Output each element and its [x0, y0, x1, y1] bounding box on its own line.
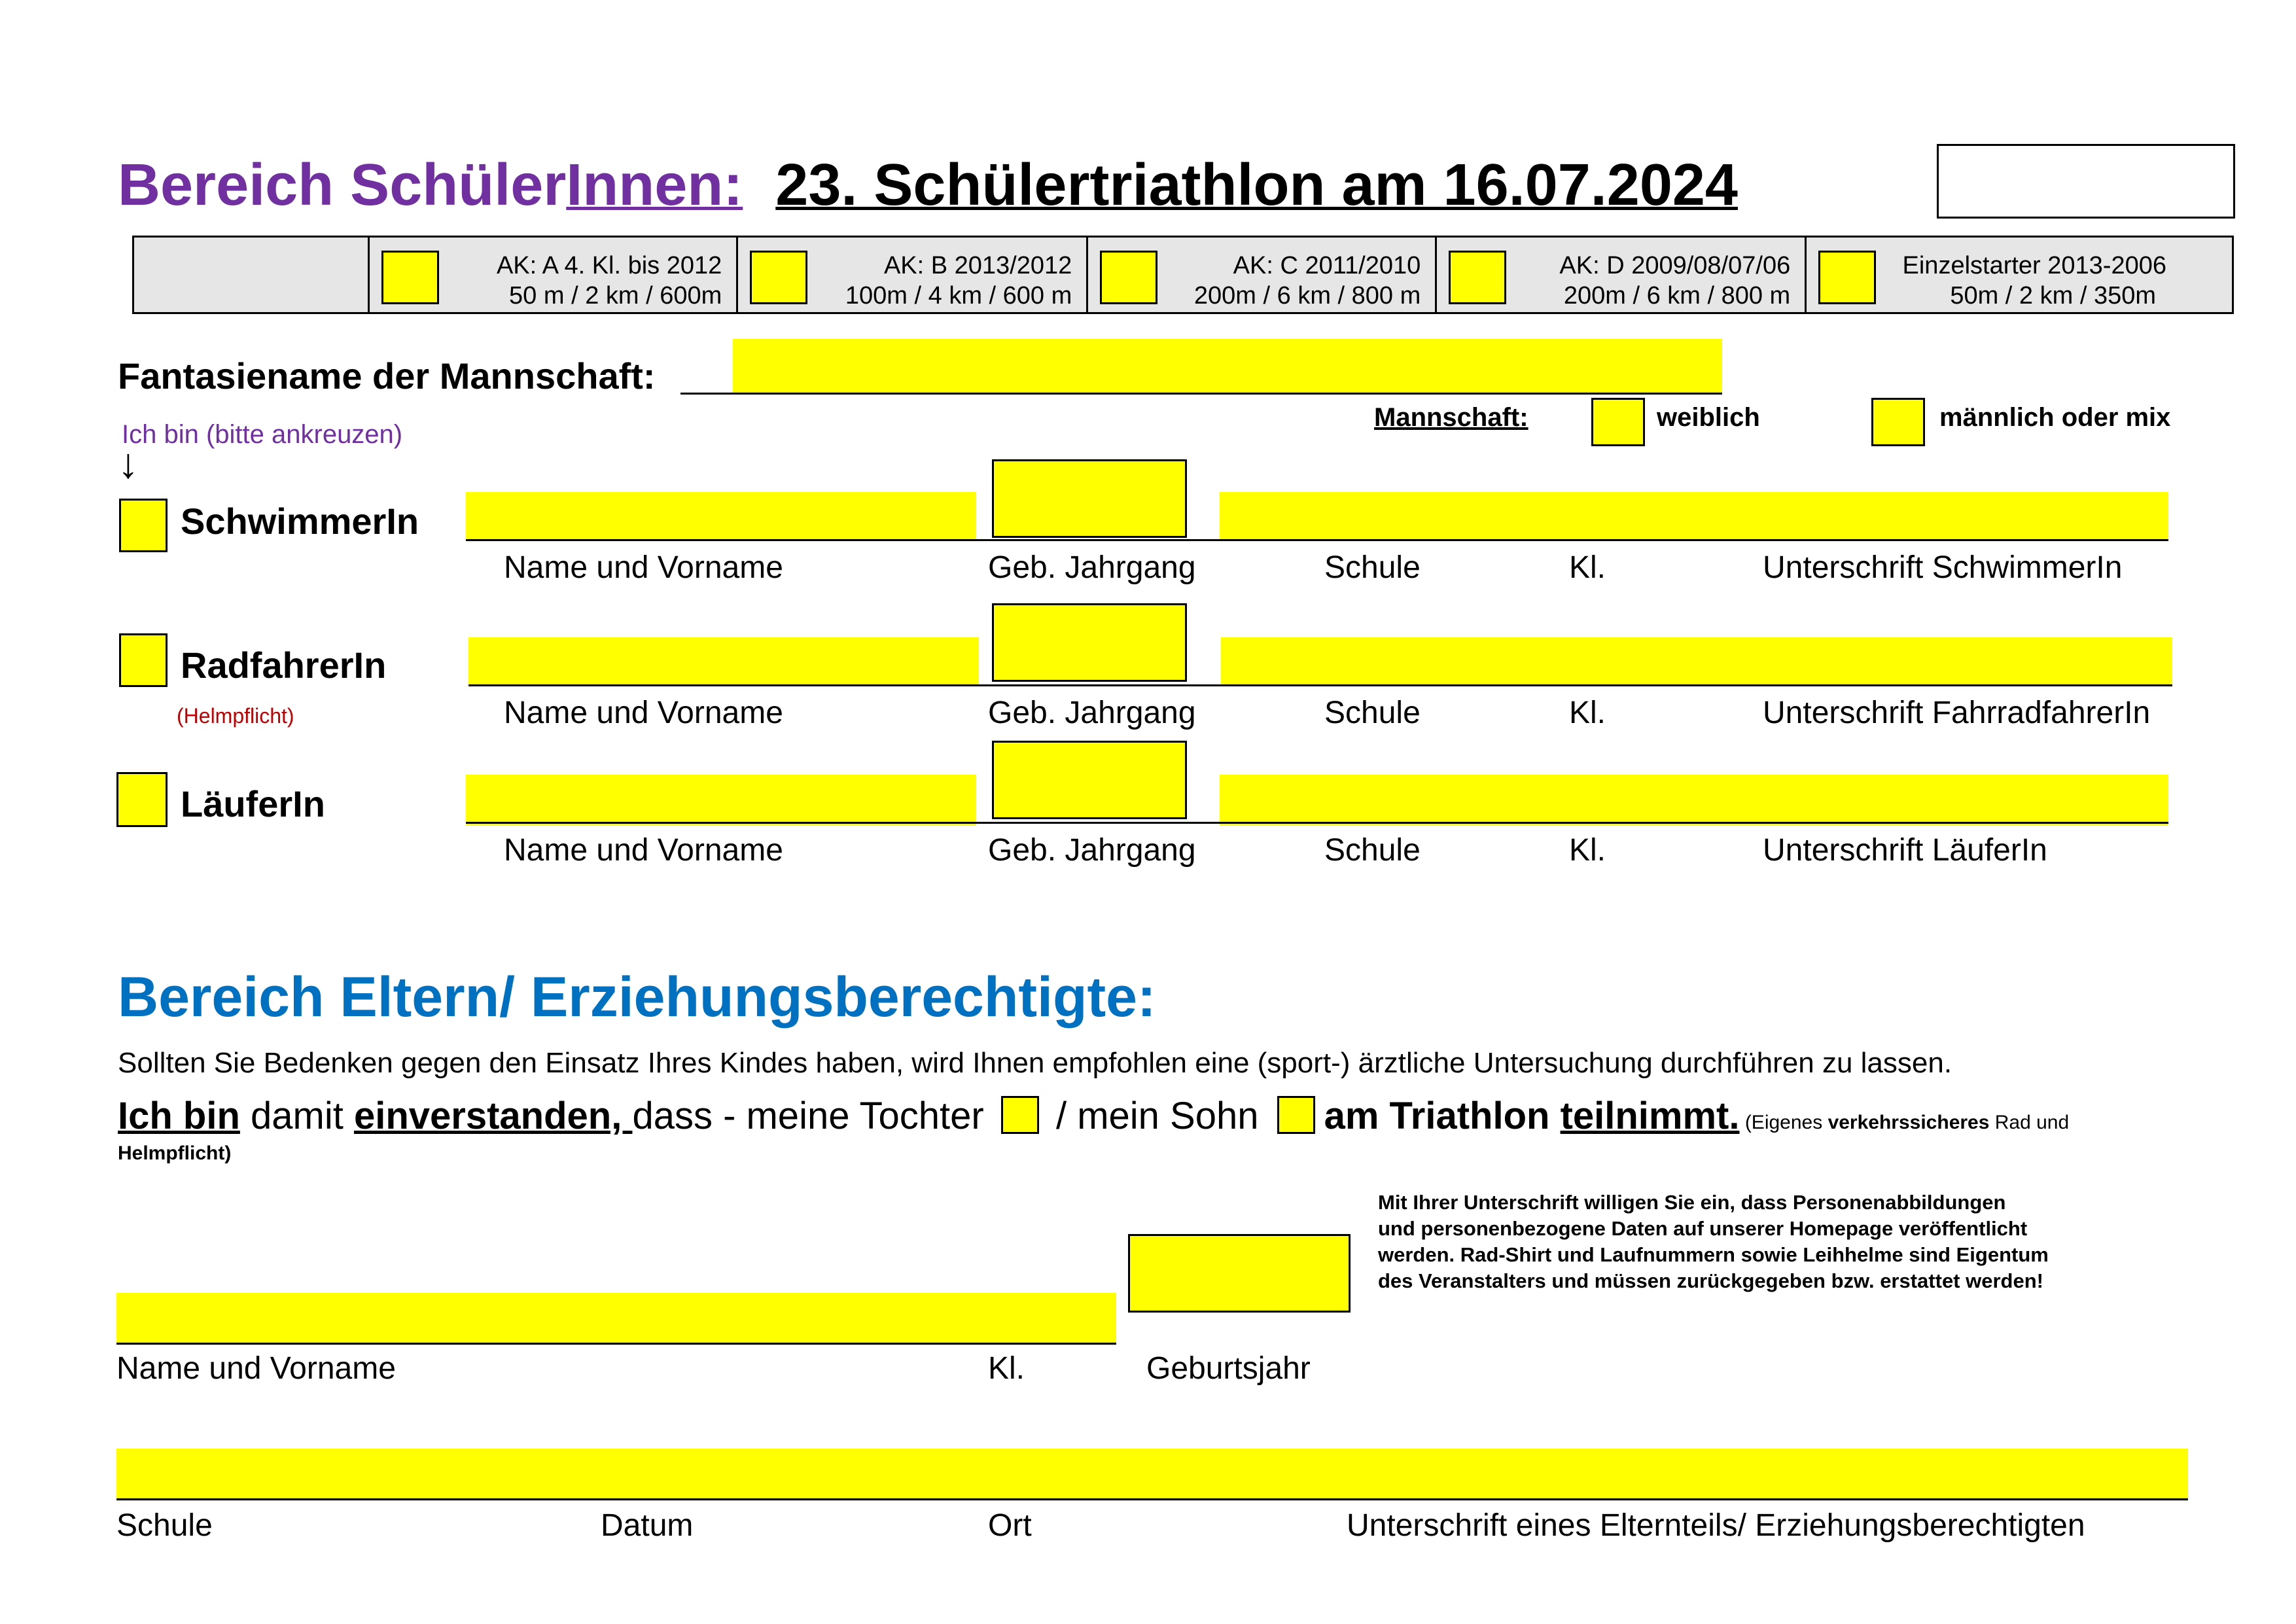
date-caption: Datum — [601, 1508, 694, 1543]
team-female-label: weiblich — [1657, 403, 1760, 432]
runner-class-caption: Kl. — [1569, 833, 1606, 868]
child-class-caption: Kl. — [988, 1351, 1025, 1386]
parent-signature-caption: Unterschrift eines Elternteils/ Erziehungsberechtigten — [1347, 1508, 2085, 1543]
age-class-c — [1086, 238, 1435, 312]
age-class-d — [1435, 238, 1805, 312]
consent-text-1: damit — [239, 1095, 354, 1137]
cyclist-name-caption: Name und Vorname — [504, 696, 783, 730]
place-caption: Ort — [988, 1508, 1032, 1543]
age-class-single-title: Einzelstarter 2013-2006 — [1902, 252, 2166, 279]
swimmer-school-caption: Schule — [1324, 550, 1421, 585]
age-class-a-title: AK: A 4. Kl. bis 2012 — [496, 252, 722, 279]
privacy-notice-line: und personenbezogene Daten auf unserer Homepage veröffentlicht — [1378, 1217, 2028, 1240]
consent-i-am: Ich bin — [118, 1095, 240, 1137]
age-class-b-distances: 100m / 4 km / 600 m — [845, 282, 1072, 309]
parent-signature-underline — [116, 1498, 2188, 1500]
privacy-notice-line: werden. Rad-Shirt und Laufnummern sowie Leihhelme sind Eigentum — [1378, 1243, 2049, 1266]
age-class-d-title: AK: D 2009/08/07/06 — [1559, 252, 1791, 279]
consent-triathlon: am Triathlon — [1324, 1095, 1561, 1137]
cyclist-school-caption: Schule — [1324, 696, 1421, 730]
cyclist-class-caption: Kl. — [1569, 696, 1606, 730]
age-class-d-distances: 200m / 6 km / 800 m — [1563, 282, 1791, 309]
swimmer-checkbox[interactable] — [119, 499, 168, 552]
runner-birth-caption: Geb. Jahrgang — [988, 833, 1196, 868]
child-birth-year-caption: Geburtsjahr — [1146, 1351, 1311, 1386]
arrow-down-icon: ↓ — [118, 440, 139, 487]
runner-school-caption: Schule — [1324, 833, 1421, 868]
school-date-place-signature-input[interactable] — [116, 1449, 2188, 1501]
age-class-a-checkbox[interactable] — [381, 251, 439, 304]
consent-note-roadworthy: verkehrssicheres — [1828, 1112, 1990, 1133]
event-title: 23. Schülertriathlon am 16.07.2024 — [775, 152, 1738, 218]
cyclist-checkbox[interactable] — [119, 633, 168, 687]
team-male-mix-label: männlich oder mix — [1939, 403, 2171, 432]
age-class-c-distances: 200m / 6 km / 800 m — [1193, 282, 1421, 309]
title-section-label-underlined: Innen: — [566, 152, 743, 218]
swimmer-underline — [466, 539, 2168, 541]
team-name-underline — [680, 393, 1722, 395]
consent-participates: teilnimmt. — [1560, 1095, 1740, 1137]
daughter-checkbox[interactable] — [1001, 1096, 1039, 1134]
consent-agreed: einverstanden, — [353, 1095, 633, 1137]
privacy-notice-line: des Veranstalters und müssen zurückgegeben bzw. erstattet werden! — [1378, 1269, 2043, 1292]
consent-note-2: Rad und — [1989, 1112, 2070, 1133]
child-name-underline — [116, 1343, 1116, 1345]
consent-note-helmet: Helmpflicht) — [118, 1142, 232, 1164]
runner-checkbox[interactable] — [116, 772, 168, 827]
swimmer-birth-caption: Geb. Jahrgang — [988, 550, 1196, 585]
age-class-single-checkbox[interactable] — [1818, 251, 1876, 304]
cyclist-signature-caption: Unterschrift FahrradfahrerIn — [1763, 696, 2151, 730]
cyclist-birth-year-input[interactable] — [992, 603, 1187, 682]
age-class-c-title: AK: C 2011/2010 — [1233, 252, 1421, 279]
age-class-b-checkbox[interactable] — [750, 251, 807, 304]
runner-underline — [466, 822, 2168, 824]
age-class-b-title: AK: B 2013/2012 — [883, 252, 1072, 279]
cyclist-birth-caption: Geb. Jahrgang — [988, 696, 1196, 730]
runner-name-caption: Name und Vorname — [504, 833, 783, 868]
office-use-box[interactable] — [1937, 144, 2235, 219]
page-title — [118, 152, 1738, 219]
age-class-single — [1805, 238, 2232, 312]
age-class-a-distances: 50 m / 2 km / 600m — [509, 282, 722, 309]
age-class-table — [132, 236, 2234, 314]
age-class-single-distances: 50m / 2 km / 350m — [1950, 282, 2156, 309]
child-birth-year-input[interactable] — [1128, 1234, 1351, 1313]
cyclist-name-input[interactable] — [468, 637, 979, 686]
swimmer-name-caption: Name und Vorname — [504, 550, 783, 585]
team-name-label: Fantasiename der Mannschaft: — [118, 355, 656, 397]
cyclist-role-label: RadfahrerIn — [181, 644, 387, 686]
team-name-input[interactable] — [733, 339, 1722, 393]
runner-school-signature-input[interactable] — [1220, 775, 2168, 826]
team-gender-label: Mannschaft: — [1374, 403, 1528, 432]
role-instruction: Ich bin (bitte ankreuzen) — [122, 420, 403, 449]
swimmer-signature-caption: Unterschrift SchwimmerIn — [1763, 550, 2123, 585]
privacy-notice-line: Mit Ihrer Unterschrift willigen Sie ein, dass Personenabbildungen — [1378, 1191, 2006, 1214]
medical-advice-text: Sollten Sie Bedenken gegen den Einsatz Ihres Kindes haben, wird Ihnen empfohlen eine (sport-) ärztliche Untersuchung durchführen zu lassen. — [118, 1047, 1952, 1079]
title-section-label: Bereich Schüler — [118, 152, 567, 218]
runner-role-label: LäuferIn — [181, 783, 325, 824]
cyclist-school-signature-input[interactable] — [1221, 637, 2172, 686]
consent-note-1: (Eigenes — [1739, 1112, 1828, 1133]
team-male-mix-checkbox[interactable] — [1871, 398, 1925, 446]
privacy-notice — [1378, 1190, 2049, 1294]
consent-text-2: dass - meine Tochter — [632, 1095, 995, 1137]
son-checkbox[interactable] — [1277, 1096, 1315, 1134]
swimmer-school-signature-input[interactable] — [1220, 492, 2168, 540]
age-class-b — [736, 238, 1086, 312]
child-name-caption: Name und Vorname — [116, 1351, 396, 1386]
swimmer-role-label: SchwimmerIn — [181, 501, 419, 542]
runner-name-input[interactable] — [466, 775, 976, 826]
age-class-a — [368, 238, 736, 312]
swimmer-class-caption: Kl. — [1569, 550, 1606, 585]
swimmer-birth-year-input[interactable] — [992, 459, 1187, 538]
team-female-checkbox[interactable] — [1591, 398, 1645, 446]
consent-text-3: / mein Sohn — [1045, 1095, 1269, 1137]
parents-section-title: Bereich Eltern/ Erziehungsberechtigte: — [118, 966, 1156, 1029]
child-name-class-input[interactable] — [116, 1293, 1116, 1345]
runner-birth-year-input[interactable] — [992, 741, 1187, 819]
school-caption: Schule — [116, 1508, 213, 1543]
helmet-required-note: (Helmpflicht) — [177, 704, 294, 728]
swimmer-name-input[interactable] — [466, 492, 976, 540]
age-class-c-checkbox[interactable] — [1100, 251, 1157, 304]
age-class-empty-cell — [134, 238, 368, 312]
consent-sentence — [118, 1094, 2069, 1138]
runner-signature-caption: Unterschrift LäuferIn — [1763, 833, 2047, 868]
cyclist-underline — [468, 684, 2172, 686]
age-class-d-checkbox[interactable] — [1449, 251, 1506, 304]
